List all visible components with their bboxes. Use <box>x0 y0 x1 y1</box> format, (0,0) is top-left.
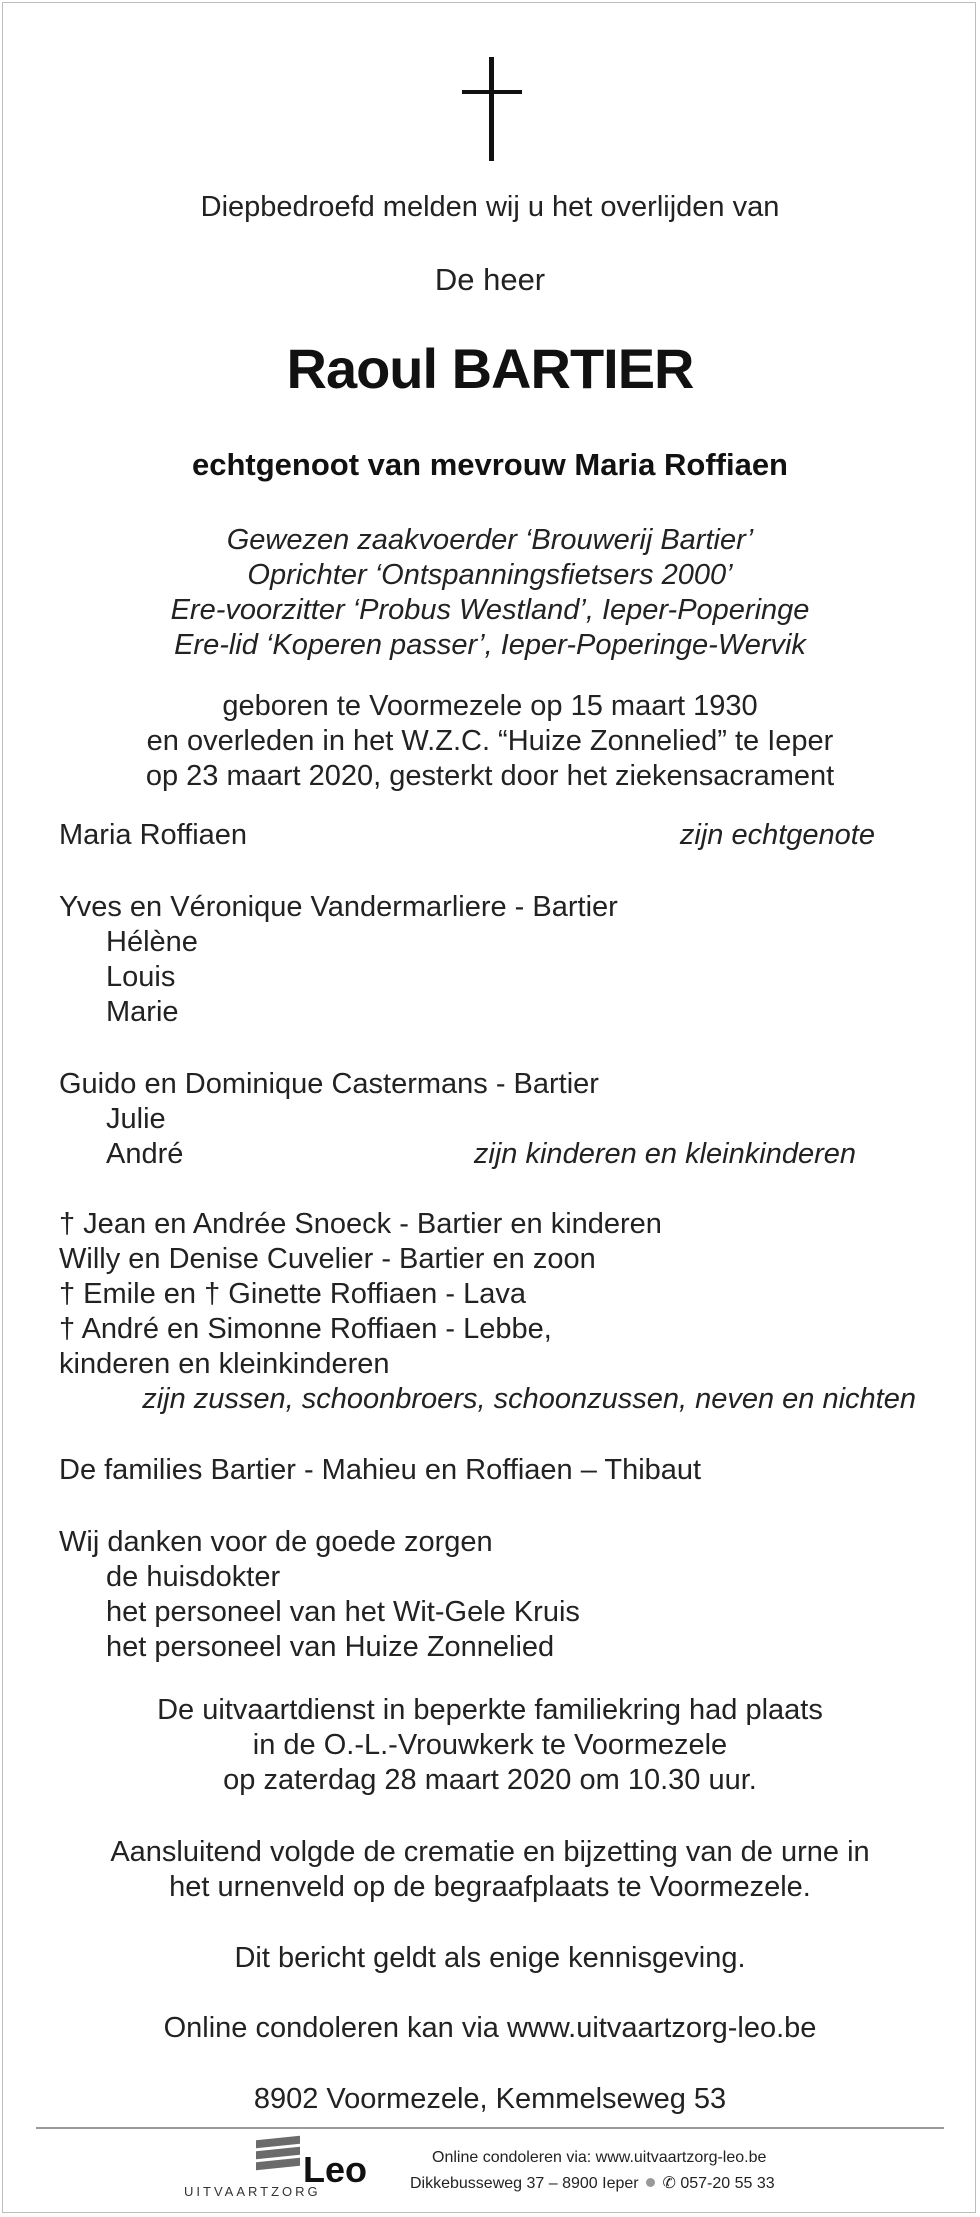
thanks-item: de huisdokter <box>106 1561 281 1593</box>
address-line: 8902 Voormezele, Kemmelseweg 53 <box>253 2083 727 2115</box>
footer-divider <box>36 2127 944 2129</box>
role-line: Oprichter ‘Ontspanningsfietsers 2000’ <box>247 559 733 591</box>
date-line: en overleden in het W.Z.C. “Huize Zonnelied” te Ieper <box>146 725 834 757</box>
thanks-intro: Wij danken voor de goede zorgen <box>59 1526 493 1558</box>
spouse-line: echtgenoot van mevrouw Maria Roffiaen <box>192 447 788 482</box>
footer-phone: ✆ 057-20 55 33 <box>662 2175 775 2192</box>
sibling-line: † Emile en † Ginette Roffiaen - Lava <box>59 1278 526 1310</box>
grandchild: André <box>106 1138 184 1170</box>
grandchild: Hélène <box>106 926 198 958</box>
siblings-relation: zijn zussen, schoonbroers, schoonzussen, neven en nichten <box>142 1383 916 1415</box>
service-line: op zaterdag 28 maart 2020 om 10.30 uur. <box>223 1764 757 1796</box>
children-relation: zijn kinderen en kleinkinderen <box>473 1138 856 1170</box>
thanks-item: het personeel van het Wit-Gele Kruis <box>106 1596 580 1628</box>
sibling-line: † André en Simonne Roffiaen - Lebbe, <box>59 1313 552 1345</box>
service-line: De uitvaartdienst in beperkte familiekring had plaats <box>157 1694 823 1726</box>
service-line: in de O.-L.-Vrouwkerk te Voormezele <box>252 1729 728 1761</box>
bullet-dot-icon <box>646 2178 655 2187</box>
date-line: geboren te Voormezele op 15 maart 1930 <box>222 690 758 722</box>
online-condolence-line: Online condoleren kan via www.uitvaartzorg-leo.be <box>163 2012 817 2044</box>
deceased-name: Raoul BARTIER <box>286 337 694 400</box>
thanks-item: het personeel van Huize Zonnelied <box>106 1631 555 1663</box>
grandchild: Louis <box>106 961 176 993</box>
family-parents: Guido en Dominique Castermans - Bartier <box>59 1068 599 1100</box>
footer-contact <box>410 2174 775 2194</box>
grandchild: Marie <box>106 996 179 1028</box>
sibling-line: † Jean en Andrée Snoeck - Bartier en kinderen <box>59 1208 662 1240</box>
date-line: op 23 maart 2020, gesterkt door het ziekensacrament <box>145 760 835 792</box>
sibling-line: Willy en Denise Cuvelier - Bartier en zoon <box>59 1243 596 1275</box>
role-line: Gewezen zaakvoerder ‘Brouwerij Bartier’ <box>226 524 754 556</box>
cremation-line: Aansluitend volgde de crematie en bijzetting van de urne in <box>110 1836 870 1868</box>
families-line: De families Bartier - Mahieu en Roffiaen – Thibaut <box>59 1454 702 1486</box>
footer-online-text: Online condoleren via: www.uitvaartzorg-leo.be <box>432 2149 767 2166</box>
sibling-line: kinderen en kleinkinderen <box>59 1348 390 1380</box>
role-line: Ere-voorzitter ‘Probus Westland’, Ieper-Poperinge <box>170 594 810 626</box>
footer-address: Dikkebusseweg 37 – 8900 Ieper <box>410 2175 639 2192</box>
cremation-line: het urnenveld op de begraafplaats te Voormezele. <box>169 1871 811 1903</box>
family-parents: Yves en Véronique Vandermarliere - Bartier <box>59 891 618 923</box>
logo-small-text: UITVAARTZORG <box>184 2184 321 2199</box>
cross-icon <box>462 57 522 161</box>
logo-big-text: Leo <box>303 2149 368 2190</box>
spouse-relation: zijn echtgenote <box>679 819 875 851</box>
spouse-name: Maria Roffiaen <box>59 819 248 851</box>
grandchild: Julie <box>106 1103 166 1135</box>
role-line: Ere-lid ‘Koperen passer’, Ieper-Poperinge-Wervik <box>174 629 806 661</box>
logo-mark-icon <box>256 2136 300 2176</box>
notice-line: Dit bericht geldt als enige kennisgeving. <box>234 1942 746 1974</box>
intro-text: Diepbedroefd melden wij u het overlijden van <box>200 191 780 223</box>
title-text: De heer <box>434 262 546 297</box>
